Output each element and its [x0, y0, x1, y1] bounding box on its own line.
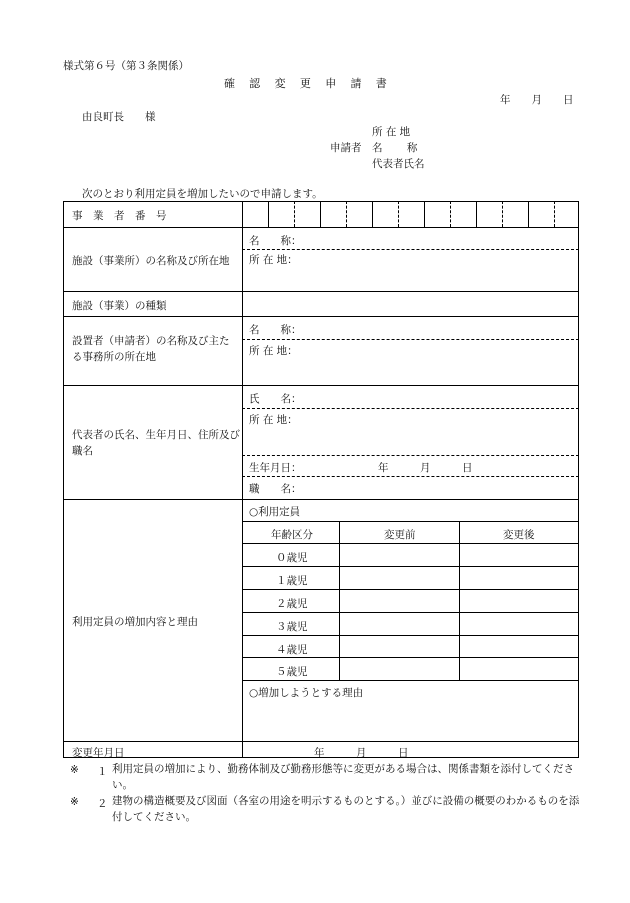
age-row: ５歳児 [276, 666, 308, 678]
addressee: 由良町長 様 [82, 111, 156, 123]
intro-text: 次のとおり利用定員を増加したいので申請します。 [82, 188, 323, 200]
applicant-prefix: 申請者 [330, 142, 362, 154]
change-date-ymd[interactable]: 年 月 日 [314, 747, 409, 759]
facility-label: 施設（事業所）の名称及び所在地 [72, 255, 230, 267]
applicant-address-label: 所 在 地 [372, 126, 411, 138]
application-table [63, 201, 579, 758]
applicant-rep-label: 代表者氏名 [372, 158, 425, 170]
note-text: 建物の構造概要及び図面（各室の用途を明示するものとする。）並びに設備の概要のわかるものを添付してください。 [112, 795, 580, 823]
rep-birth-field[interactable]: 生年月日： [249, 462, 302, 474]
age-row: ３歳児 [276, 621, 308, 633]
reason-header: ○増加しようとする理由 [249, 687, 364, 699]
capacity-header: ○利用定員 [249, 506, 301, 518]
note-mark: ※ [70, 764, 79, 776]
facility-type-label: 施設（事業）の種類 [72, 300, 167, 312]
date-line: 年 月 日 [500, 94, 574, 106]
business-no-label: 事 業 者 番 号 [72, 210, 167, 222]
founder-label: 設置者（申請者）の名称及び主たる事務所の所在地 [72, 335, 230, 363]
founder-address-field[interactable]: 所 在 地： [249, 345, 298, 357]
founder-name-field[interactable]: 名 称： [249, 324, 302, 336]
representative-label: 代表者の氏名、生年月日、住所及び職名 [72, 429, 240, 457]
age-row: ０歳児 [276, 552, 308, 564]
note-mark: ※ [70, 796, 79, 808]
change-date-label: 変更年月日 [72, 747, 125, 759]
age-header: 年齢区分 [271, 529, 313, 541]
rep-position-field[interactable]: 職 名： [249, 483, 302, 495]
form-title: 確 認 変 更 申 請 書 [224, 77, 389, 90]
after-header: 変更後 [503, 529, 535, 541]
note-number: １ [97, 766, 108, 778]
age-row: １歳児 [276, 575, 308, 587]
before-header: 変更前 [384, 529, 416, 541]
note-number: ２ [97, 798, 108, 810]
rep-address-field[interactable]: 所 在 地： [249, 414, 298, 426]
applicant-name-label: 名 称 [372, 142, 418, 154]
age-row: ２歳児 [276, 598, 308, 610]
form-number: 様式第６号（第３条関係） [63, 60, 189, 72]
age-row: ４歳児 [276, 644, 308, 656]
facility-address-field[interactable]: 所 在 地： [249, 254, 298, 266]
rep-birth-ymd: 年 月 日 [378, 462, 473, 474]
note-text: 利用定員の増加により、勤務体制及び勤務形態等に変更がある場合は、関係書類を添付してください。 [112, 763, 574, 791]
facility-name-field[interactable]: 名 称： [249, 235, 302, 247]
capacity-label: 利用定員の増加内容と理由 [72, 616, 198, 628]
rep-name-field[interactable]: 氏 名： [249, 393, 302, 405]
